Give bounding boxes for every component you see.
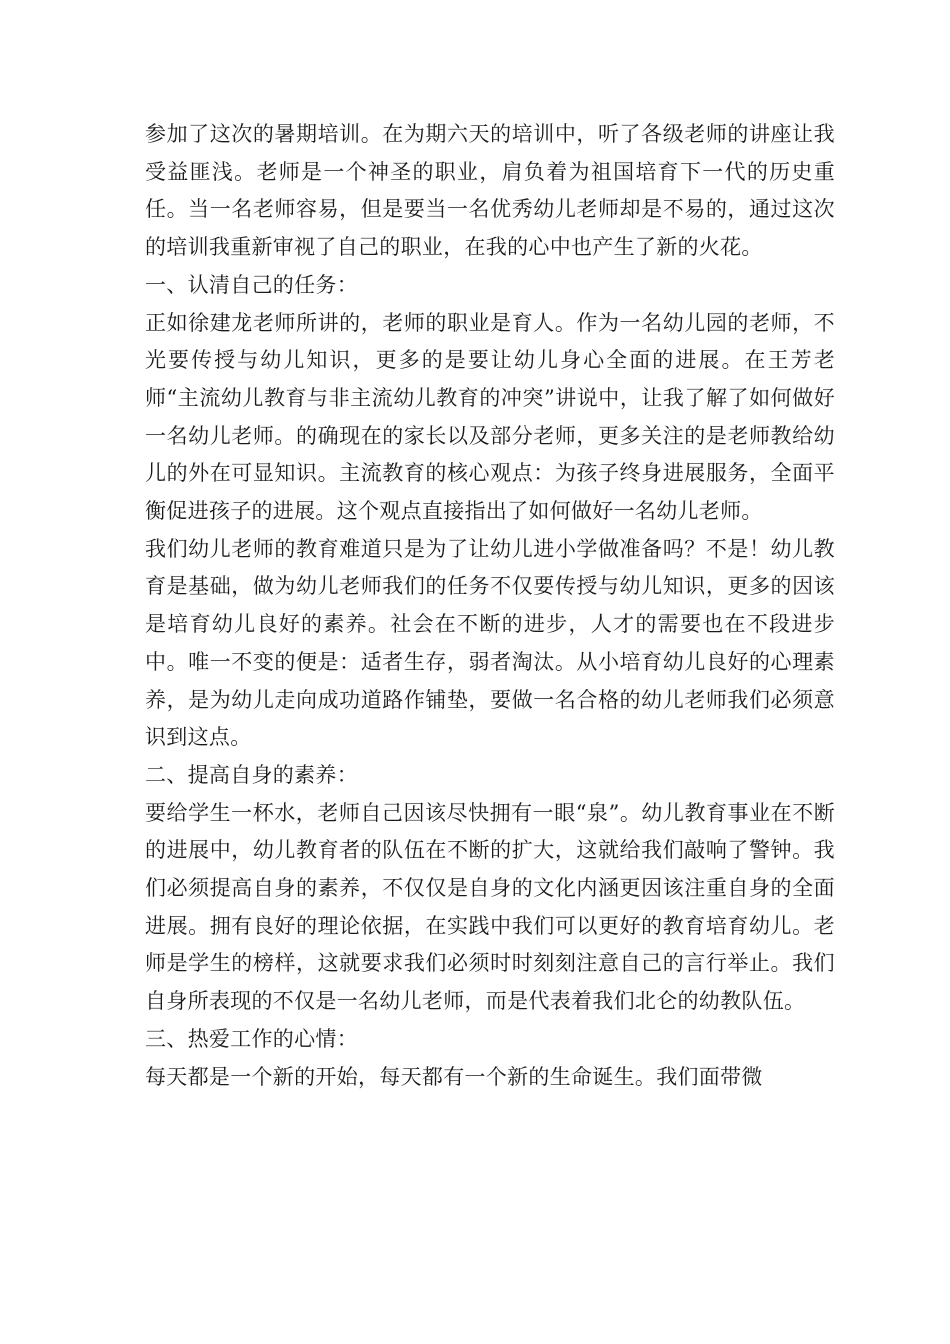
section-2-paragraph-1: 要给学生一杯水，老师自己因该尽快拥有一眼“泉”。幼儿教育事业在不断的进展中，幼儿教育者的队伍在不断的扩大，这就给我们敲响了警钟。我们必须提高自身的素养，不仅仅是自身的文化内涵更因该注重自身的全面进展。拥有良好的理论依据，在实践中我们可以更好的教育培育幼儿。老师是学生的榜样，这就要求我们必须时时刻刻注意自己的言行举止。我们自身所表现的不仅是一名幼儿老师，而是代表着我们北仑的幼教队伍。 bbox=[145, 800, 835, 1014]
section-heading-1: 一、认清自己的任务： bbox=[145, 272, 358, 297]
section-heading-2: 二、提高自身的素养： bbox=[145, 762, 358, 787]
section-1-paragraph-2: 我们幼儿老师的教育难道只是为了让幼儿进小学做准备吗？不是！幼儿教育是基础，做为幼儿老师我们的任务不仅要传授与幼儿知识，更多的因该是培育幼儿良好的素养。社会在不断的进步，人才的需要也在不段进步中。唯一不变的便是：适者生存，弱者淘汰。从小培育幼儿良好的心理素养，是为幼儿走向成功道路作铺垫，要做一名合格的幼儿老师我们必须意识到这点。 bbox=[145, 536, 835, 750]
section-3-paragraph-1: 每天都是一个新的开始，每天都有一个新的生命诞生。我们面带微 bbox=[145, 1064, 763, 1089]
section-heading-3: 三、热爱工作的心情： bbox=[145, 1026, 358, 1051]
section-1-paragraph-1: 正如徐建龙老师所讲的，老师的职业是育人。作为一名幼儿园的老师，不光要传授与幼儿知识，更多的是要让幼儿身心全面的进展。在王芳老师“主流幼儿教育与非主流幼儿教育的冲突”讲说中，让我了解了如何做好一名幼儿老师。的确现在的家长以及部分老师，更多关注的是老师教给幼儿的外在可显知识。主流教育的核心观点：为孩子终身进展服务，全面平衡促进孩子的进展。这个观点直接指出了如何做好一名幼儿老师。 bbox=[145, 310, 835, 524]
intro-paragraph: 参加了这次的暑期培训。在为期六天的培训中，听了各级老师的讲座让我受益匪浅。老师是一个神圣的职业，肩负着为祖国培育下一代的历史重任。当一名老师容易，但是要当一名优秀幼儿老师却是不易的，通过这次的培训我重新审视了自己的职业，在我的心中也产生了新的火花。 bbox=[145, 122, 835, 260]
document-body bbox=[145, 116, 835, 1096]
